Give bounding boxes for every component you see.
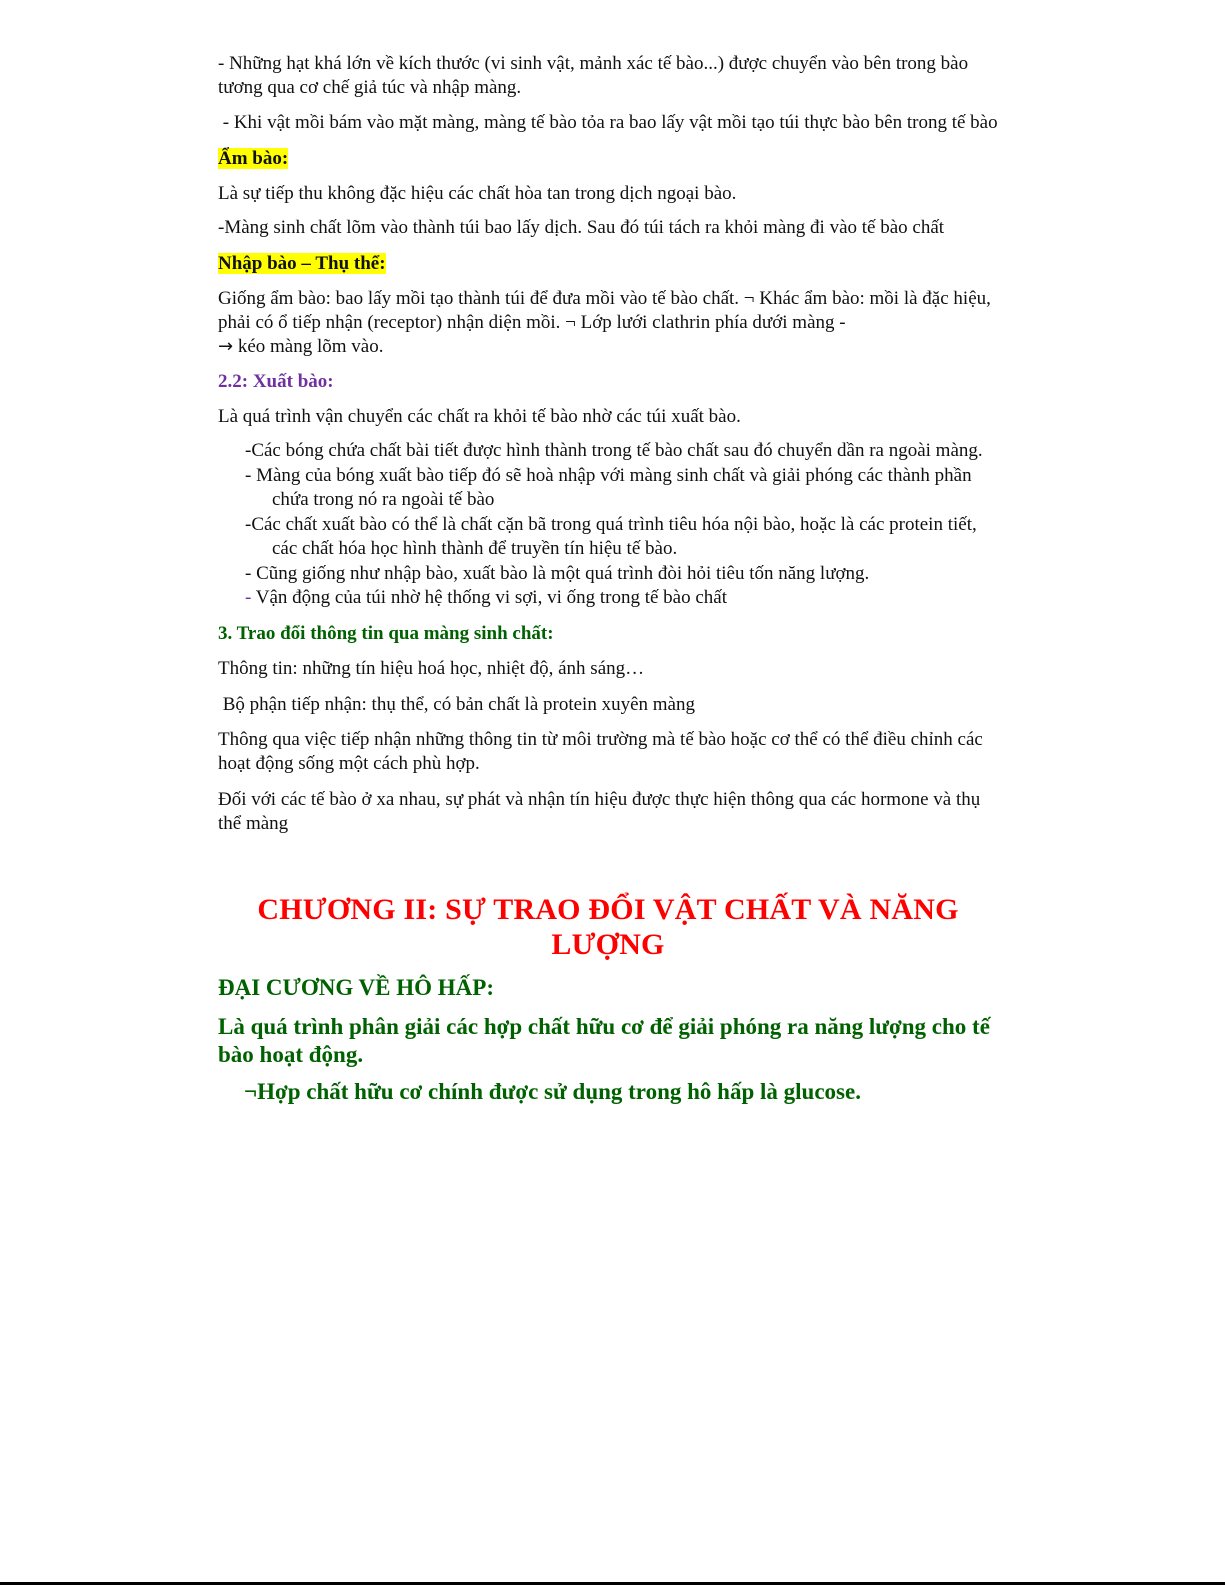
heading-pinocytosis-line [218,147,998,171]
receptor-endocytosis-text: Giống ẩm bào: bao lấy mồi tạo thành túi để đưa mồi vào tế bào chất. ¬ Khác ẩm bào: mồi là đặc hiệu, phải có ổ tiếp nhận (receptor) nhận diện mồi. ¬ Lớp lưới clathrin phía dưới màng - [218,288,991,333]
list-item: - Màng của bóng xuất bào tiếp đó sẽ hoà nhập với màng sinh chất và giải phóng các thành phần chứa trong nó ra ngoài tế bào [245,464,972,510]
heading-receptor-endocytosis: Nhập bào – Thụ thể: [218,253,386,274]
paragraph-signal-adjust: Thông qua việc tiếp nhận những thông tin từ môi trường mà tế bào hoặc cơ thể có thể điều chỉnh các hoạt động sống một cách phù hợp. [218,728,983,774]
paragraph-signal-info: Thông tin: những tín hiệu hoá học, nhiệt độ, ánh sáng… [218,657,645,679]
list-item-text: Vận động của túi nhờ hệ thống vi sợi, vi ống trong tế bào chất [251,587,727,608]
list-item [245,586,998,611]
heading-respiration: ĐẠI CƯƠNG VỀ HÔ HẤP: [218,974,494,1000]
paragraph-signal-receptor: Bộ phận tiếp nhận: thụ thể, có bản chất là protein xuyên màng [218,693,695,715]
list-item: - Cũng giống như nhập bào, xuất bào là một quá trình đòi hỏi tiêu tốn năng lượng. [245,562,870,584]
heading-signal-exchange: 3. Trao đổi thông tin qua màng sinh chất: [218,622,554,644]
heading-exocytosis: 2.2: Xuất bào: [218,371,334,392]
paragraph-pinocytosis-definition: Là sự tiếp thu không đặc hiệu các chất hòa tan trong dịch ngoại bào. [218,183,737,204]
exocytosis-list [218,439,998,611]
paragraph-large-particles: - Những hạt khá lớn về kích thước (vi sinh vật, mảnh xác tế bào...) được chuyển vào bên trong bào tương qua cơ chế giả túc và nhập màng. [218,53,969,98]
chapter-title [218,892,998,962]
paragraph-exocytosis-definition: Là quá trình vận chuyển các chất ra khỏi tế bào nhờ các túi xuất bào. [218,406,741,427]
paragraph-signal-distant: Đối với các tế bào ở xa nhau, sự phát và nhận tín hiệu được thực hiện thông qua các hormone và thụ thể màng [218,788,981,834]
chapter-title-line-1: CHƯƠNG II: SỰ TRAO ĐỔI VẬT CHẤT VÀ NĂNG [257,892,959,926]
list-item: -Các chất xuất bào có thể là chất cặn bã trong quá trình tiêu hóa nội bào, hoặc là các protein tiết, các chất hóa học hình thành để truyền tín hiệu tế bào. [245,513,977,559]
document-page [218,52,998,1106]
arrow-icon: → [218,336,234,357]
heading-pinocytosis: Ẩm bào: [218,148,289,169]
paragraph-respiration-definition: Là quá trình phân giải các hợp chất hữu cơ để giải phóng ra năng lượng cho tế bào hoạt động. [218,1013,990,1067]
chapter-title-line-2: LƯỢNG [551,927,665,961]
list-item: -Các bóng chứa chất bài tiết được hình thành trong tế bào chất sau đó chuyển dần ra ngoài màng. [245,440,983,461]
heading-receptor-endocytosis-line [218,252,998,276]
paragraph-receptor-endocytosis [218,287,998,359]
paragraph-respiration-glucose: ¬Hợp chất hữu cơ chính được sử dụng trong hô hấp là glucose. [244,1078,861,1104]
paragraph-prey-engulf: - Khi vật mồi bám vào mặt màng, màng tế bào tỏa ra bao lấy vật mồi tạo túi thực bào bên trong tế bào [218,112,998,133]
list-item-dash: - [245,587,252,608]
paragraph-pinocytosis-process: -Màng sinh chất lõm vào thành túi bao lấy dịch. Sau đó túi tách ra khỏi màng đi vào tế bào chất [218,217,945,238]
receptor-endocytosis-tail: kéo màng lõm vào. [233,336,384,357]
